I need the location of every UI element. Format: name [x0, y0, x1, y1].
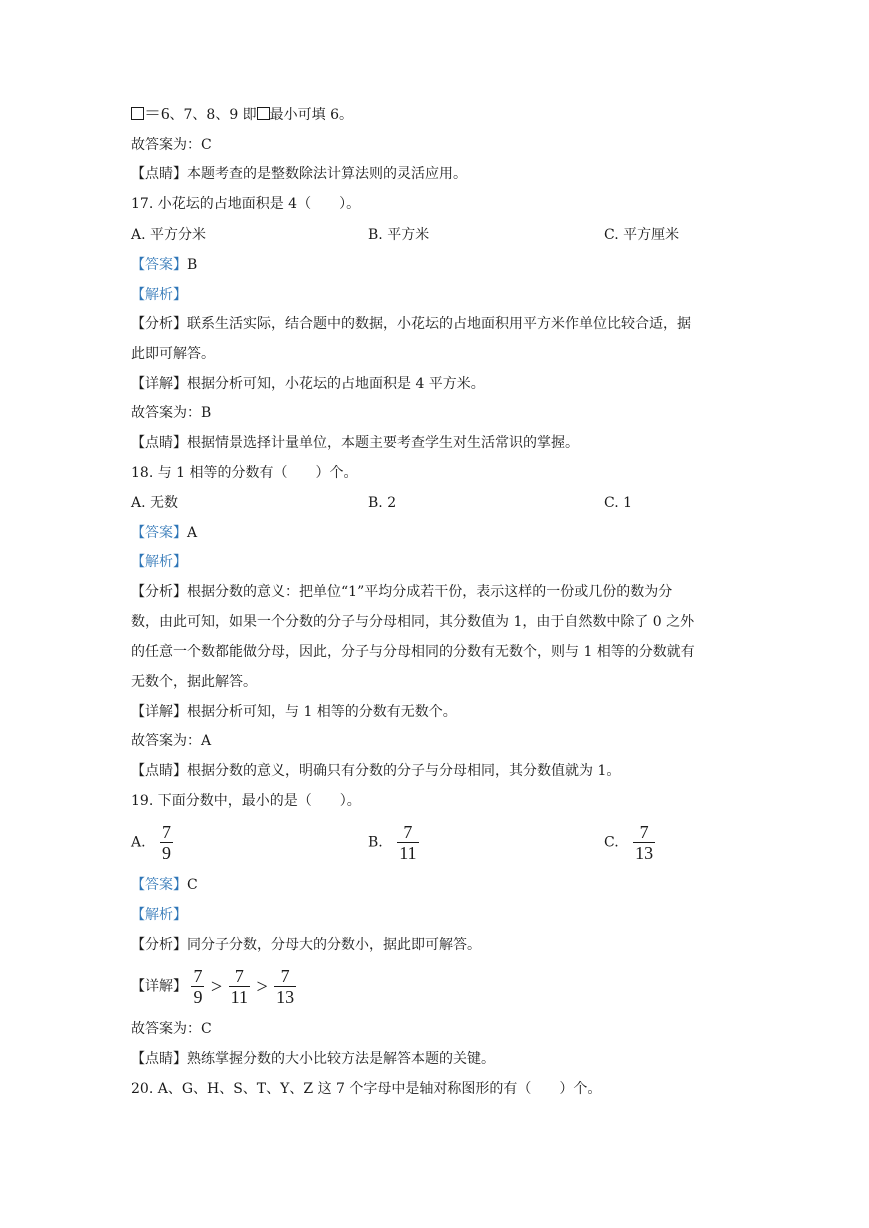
fenxi-tag: 【分析】 [131, 937, 187, 953]
denominator: 13 [276, 987, 295, 1007]
line-1-text2: 最小可填 6。 [269, 107, 354, 123]
q18-fenxi-3: 的任意一个数都能做分母，因此，分子与分母相同的分数有无数个，则与 1 相等的分数就有 [131, 644, 695, 660]
q19-option-a [131, 822, 173, 863]
q18-tip [131, 761, 620, 781]
q17-analysis-tag: 【解析】 [131, 287, 187, 303]
q17-answer-line: 故答案为：B [131, 405, 212, 421]
numerator: 7 [193, 966, 203, 986]
q17-fenxi-2: 此即可解答。 [131, 346, 215, 362]
q18-answer [131, 523, 197, 543]
q19-fenxi [131, 935, 481, 955]
fraction-7-13 [633, 822, 655, 863]
greater-than: > [256, 975, 268, 998]
fenxi-text: 同分子分数，分母大的分数小，据此即可解答。 [187, 937, 481, 953]
eq-six: ＝6 [144, 104, 170, 123]
xiangjie-text: 根据分析可知，与 1 相等的分数有无数个。 [187, 704, 457, 720]
option-letter: C. [604, 834, 619, 851]
question-18: 18. 与 1 相等的分数有（ ）个。 [131, 465, 358, 481]
fenxi-text: 联系生活实际，结合题中的数据，小花坛的占地面积用平方米作单位比较合适，据 [187, 316, 691, 332]
tip-text: 本题考查的是整数除法计算法则的灵活应用。 [187, 166, 467, 182]
option-letter: A. [131, 834, 146, 851]
q18-option-c: C. 1 [604, 495, 633, 511]
q19-option-c [604, 822, 655, 863]
q17-fenxi-1 [131, 314, 691, 334]
q19-xiangjie [131, 966, 296, 1007]
blank-box [257, 107, 270, 120]
answer-value: A [187, 525, 198, 541]
q18-analysis-tag: 【解析】 [131, 554, 187, 570]
denominator: 9 [162, 843, 172, 863]
denominator: 11 [230, 987, 248, 1007]
question-20: 20. A、G、H、S、T、Y、Z 这 7 个字母中是轴对称图形的有（ ）个。 [131, 1081, 602, 1097]
greater-than: > [210, 975, 223, 998]
q18-xiangjie [131, 702, 457, 722]
fraction-7-9 [191, 966, 204, 1007]
line-1 [131, 104, 353, 125]
q17-answer [131, 255, 197, 275]
fraction-7-11 [397, 822, 418, 863]
fenxi-text: 根据分数的意义：把单位“1”平均分成若干份，表示这样的一份或几份的数为分 [187, 584, 673, 600]
denominator: 13 [635, 843, 654, 863]
tip-text: 熟练掌握分数的大小比较方法是解答本题的关键。 [187, 1051, 495, 1067]
tip-tag: 【点睛】 [131, 1051, 187, 1067]
fraction-7-9 [160, 822, 173, 863]
answer-value: C [187, 877, 198, 893]
fenxi-tag: 【分析】 [131, 316, 187, 332]
xiangjie-text: 根据分析可知，小花坛的占地面积是 4 平方米。 [187, 376, 485, 392]
question-19: 19. 下面分数中，最小的是（ ）。 [131, 793, 361, 809]
q19-answer [131, 875, 198, 895]
q18-option-a: A. 无数 [131, 495, 179, 511]
q19-analysis-tag: 【解析】 [131, 907, 187, 923]
answer-tag: 【答案】 [131, 525, 187, 541]
denominator: 9 [193, 987, 203, 1007]
numerator: 7 [639, 822, 649, 842]
q17-option-b: B. 平方米 [368, 227, 430, 243]
xiangjie-tag: 【详解】 [131, 978, 187, 995]
xiangjie-tag: 【详解】 [131, 376, 187, 392]
answer-value: B [187, 257, 198, 273]
q19-option-b [368, 822, 419, 863]
tip-text: 根据分数的意义，明确只有分数的分子与分母相同，其分数值就为 1。 [187, 763, 621, 779]
q17-tip [131, 433, 579, 453]
blank-box [131, 107, 144, 120]
numerator: 7 [234, 966, 244, 986]
answer-tag: 【答案】 [131, 257, 187, 273]
xiangjie-tag: 【详解】 [131, 704, 187, 720]
fraction-7-13 [274, 966, 296, 1007]
tip-tag: 【点睛】 [131, 435, 187, 451]
q17-option-a: A. 平方分米 [131, 227, 207, 243]
q18-fenxi-2: 数，由此可知，如果一个分数的分子与分母相同，其分数值为 1，由于自然数中除了 0 之外 [131, 614, 695, 630]
line-1-text: 、7、8、9 即 [169, 107, 257, 123]
tip-line [131, 164, 467, 184]
numerator: 7 [162, 822, 172, 842]
answer-tag: 【答案】 [131, 877, 187, 893]
fraction-7-11 [229, 966, 250, 1007]
q17-xiangjie [131, 374, 485, 394]
tip-text: 根据情景选择计量单位，本题主要考查学生对生活常识的掌握。 [187, 435, 579, 451]
tip-tag: 【点睛】 [131, 166, 187, 182]
numerator: 7 [280, 966, 290, 986]
answer-line: 故答案为：C [131, 137, 212, 153]
q18-fenxi-4: 无数个，据此解答。 [131, 674, 257, 690]
q18-answer-line: 故答案为：A [131, 733, 212, 749]
fenxi-tag: 【分析】 [131, 584, 187, 600]
question-17: 17. 小花坛的占地面积是 4（ ）。 [131, 196, 361, 212]
tip-tag: 【点睛】 [131, 763, 187, 779]
q17-option-c: C. 平方厘米 [604, 227, 680, 243]
denominator: 11 [399, 843, 417, 863]
q19-answer-line: 故答案为：C [131, 1021, 212, 1037]
numerator: 7 [403, 822, 413, 842]
q18-fenxi-1 [131, 582, 672, 602]
option-letter: B. [368, 834, 383, 851]
q18-option-b: B. 2 [368, 495, 397, 511]
q19-tip [131, 1049, 495, 1069]
